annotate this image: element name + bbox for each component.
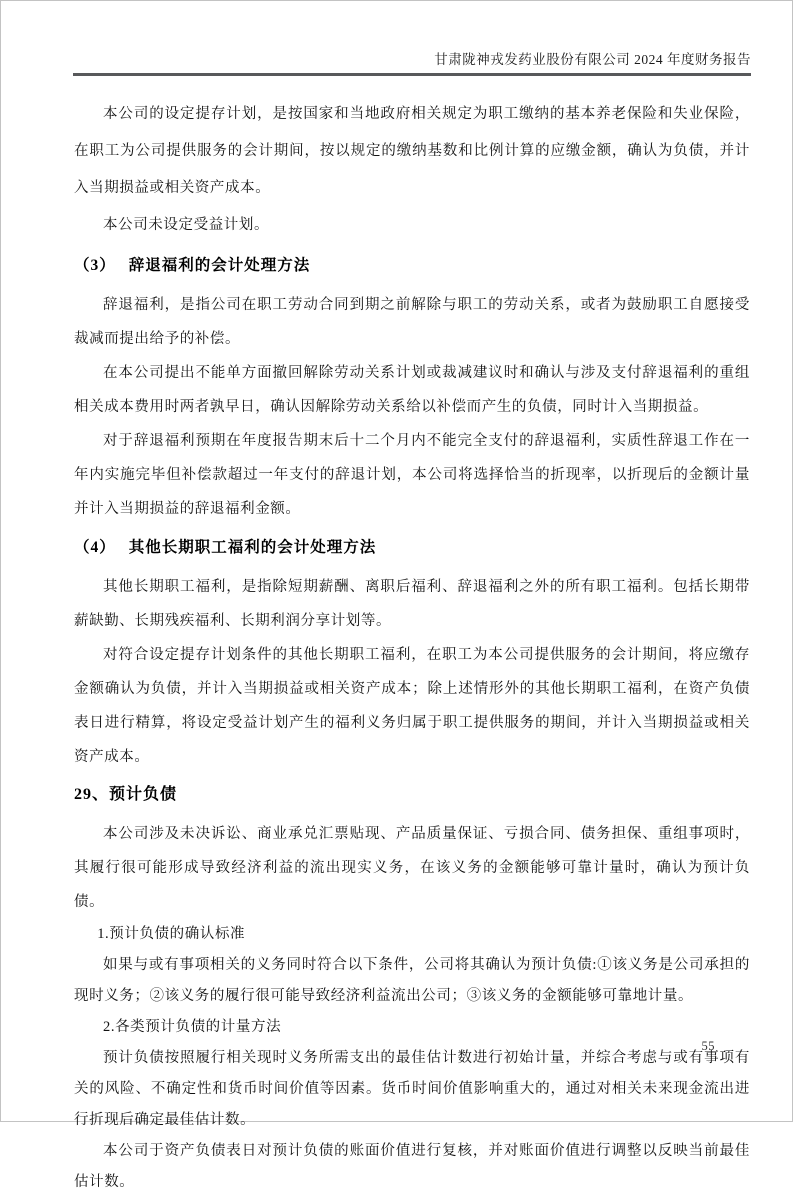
heading-termination-benefits [74, 254, 750, 278]
para-other-longterm-accounting: 对符合设定提存计划条件的其他长期职工福利，在职工为本公司提供服务的会计期间，将应缴存金额确认为负债，并计入当期损益或相关资产成本；除上述情形外的其他长期职工福利，在资产负债表日进行精算，将设定受益计划产生的福利义务归属于职工提供服务的期间，并计入当期损益或相关资产成本。 [74, 647, 750, 765]
heading-other-longterm-title: 其他长期职工福利的会计处理方法 [128, 539, 377, 556]
heading-termination-title: 辞退福利的会计处理方法 [128, 257, 311, 274]
page-header [73, 1, 751, 76]
page-content [74, 96, 750, 1198]
para-termination-discount: 对于辞退福利预期在年度报告期末后十二个月内不能完全支付的辞退福利，实质性辞退工作在一年内实施完毕但补偿款超过一年支付的辞退计划，本公司将选择恰当的折现率，以折现后的金额计量并计入当期损益的辞退福利金额。 [74, 433, 750, 517]
para-measurement-method: 预计负债按照履行相关现时义务所需支出的最佳估计数进行初始计量，并综合考虑与或有事项有关的风险、不确定性和货币时间价值等因素。货币时间价值影响重大的，通过对相关未来现金流出进行折现后确定最佳估计数。 [74, 1050, 750, 1128]
heading-estimated-liabilities: 29、预计负债 [74, 786, 178, 803]
para-balance-sheet-review: 本公司于资产负债表日对预计负债的账面价值进行复核，并对账面价值进行调整以反映当前最佳估计数。 [74, 1143, 750, 1190]
para-termination-recognition: 在本公司提出不能单方面撤回解除劳动关系计划或裁减建议时和确认与涉及支付辞退福利的重组相关成本费用时两者孰早日，确认因解除劳动关系给以补偿而产生的负债，同时计入当期损益。 [74, 365, 750, 415]
report-header-title: 甘肃陇神戎发药业股份有限公司 2024 年度财务报告 [434, 52, 751, 67]
para-termination-definition: 辞退福利，是指公司在职工劳动合同到期之前解除与职工的劳动关系，或者为鼓励职工自愿接受裁减而提出给予的补偿。 [74, 297, 750, 347]
heading-other-longterm-benefits [74, 536, 750, 560]
heading-other-longterm-number: （4） [74, 539, 116, 556]
footer-page-number: 55 [701, 1039, 715, 1053]
para-provisions-intro: 本公司涉及未决诉讼、商业承兑汇票贴现、产品质量保证、亏损合同、债务担保、重组事项时，其履行很可能形成导致经济利益的流出现实义务，在该义务的金额能够可靠计量时，确认为预计负债。 [74, 826, 750, 910]
heading-termination-number: （3） [74, 257, 116, 274]
para-defined-contribution-plan: 本公司的设定提存计划，是按国家和当地政府相关规定为职工缴纳的基本养老保险和失业保险，在职工为公司提供服务的会计期间，按以规定的缴纳基数和比例计算的应缴金额，确认为负债，并计入当期损益或相关资产成本。 [74, 106, 750, 196]
item-recognition-criteria-title: 1.预计负债的确认标准 [97, 926, 246, 942]
para-no-benefit-plan: 本公司未设定受益计划。 [103, 217, 270, 233]
para-recognition-criteria: 如果与或有事项相关的义务同时符合以下条件，公司将其确认为预计负债:①该义务是公司承担的现时义务；②该义务的履行很可能导致经济利益流出公司；③该义务的金额能够可靠地计量。 [74, 957, 750, 1004]
item-measurement-method-title: 2.各类预计负债的计量方法 [103, 1019, 282, 1035]
para-other-longterm-definition: 其他长期职工福利，是指除短期薪酬、离职后福利、辞退福利之外的所有职工福利。包括长期带薪缺勤、长期残疾福利、长期利润分享计划等。 [74, 579, 750, 629]
